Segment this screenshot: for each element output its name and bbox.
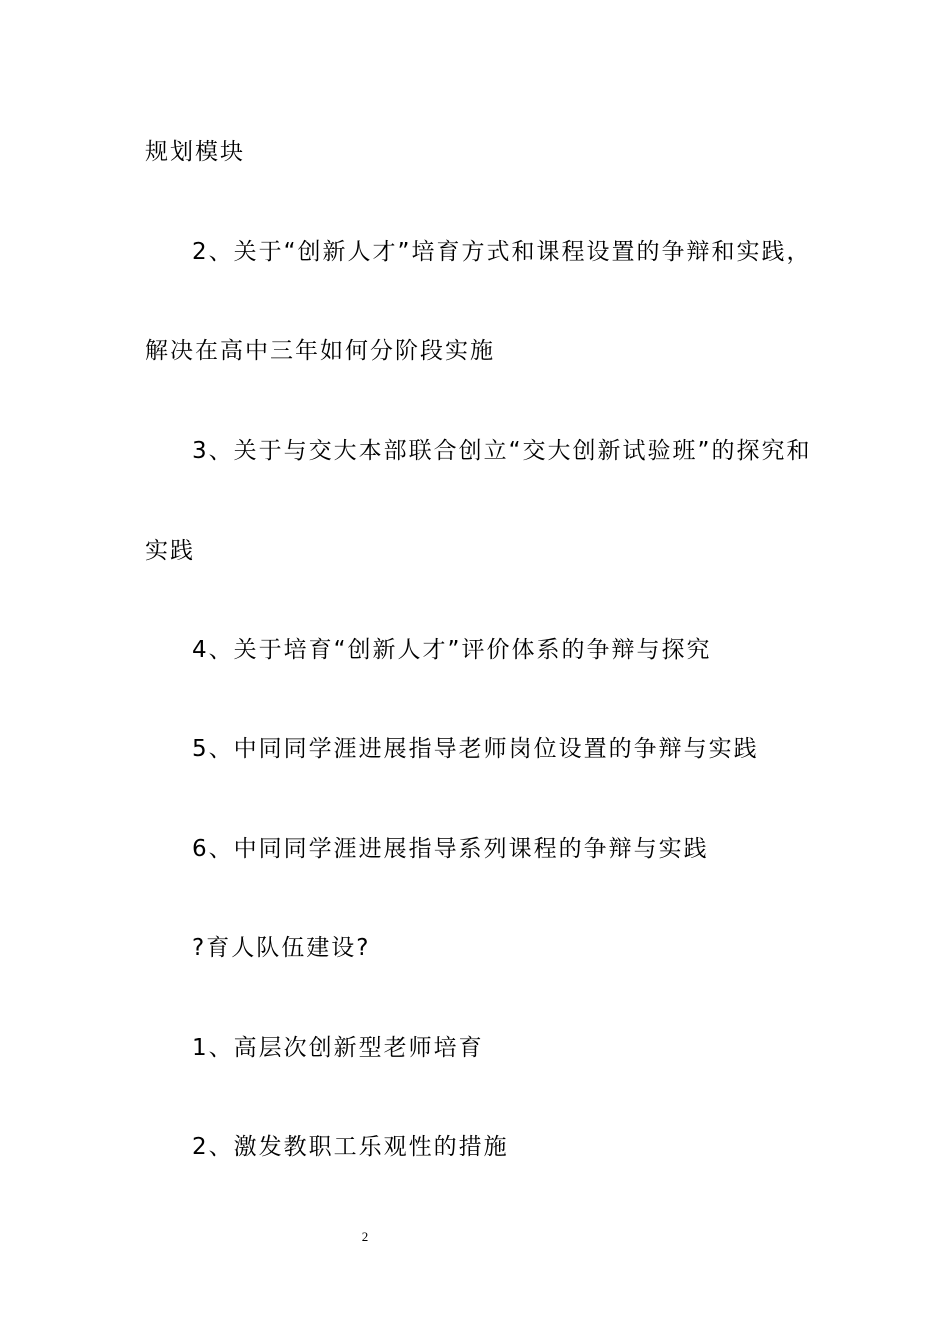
- text-line-item-5-mentor-positions: 5、中同同学涯进展指导老师岗位设置的争辩与实践: [192, 736, 759, 762]
- text-line-item-2-course-setting: 2、关于“创新人才”培育方式和课程设置的争辩和实践，: [192, 239, 812, 265]
- section-heading-staff-building: ?育人队伍建设?: [192, 935, 371, 961]
- text-line-item-3-continuation: 实践: [145, 538, 195, 564]
- text-line-item-3-experimental-class: 3、关于与交大本部联合创立“交大创新试验班”的探究和: [192, 438, 812, 464]
- text-line-staff-item-1: 1、高层次创新型老师培育: [192, 1035, 484, 1061]
- text-line-item-4-evaluation-system: 4、关于培育“创新人才”评价体系的争辩与探究: [192, 637, 712, 663]
- page-number: 2: [361, 1229, 369, 1244]
- text-line-planning-module: 规划模块: [145, 139, 245, 165]
- text-line-staff-item-2: 2、激发教职工乐观性的措施: [192, 1134, 509, 1160]
- text-line-item-2-continuation: 解决在高中三年如何分阶段实施: [145, 338, 495, 364]
- text-line-item-6-mentor-courses: 6、中同同学涯进展指导系列课程的争辩与实践: [192, 836, 709, 862]
